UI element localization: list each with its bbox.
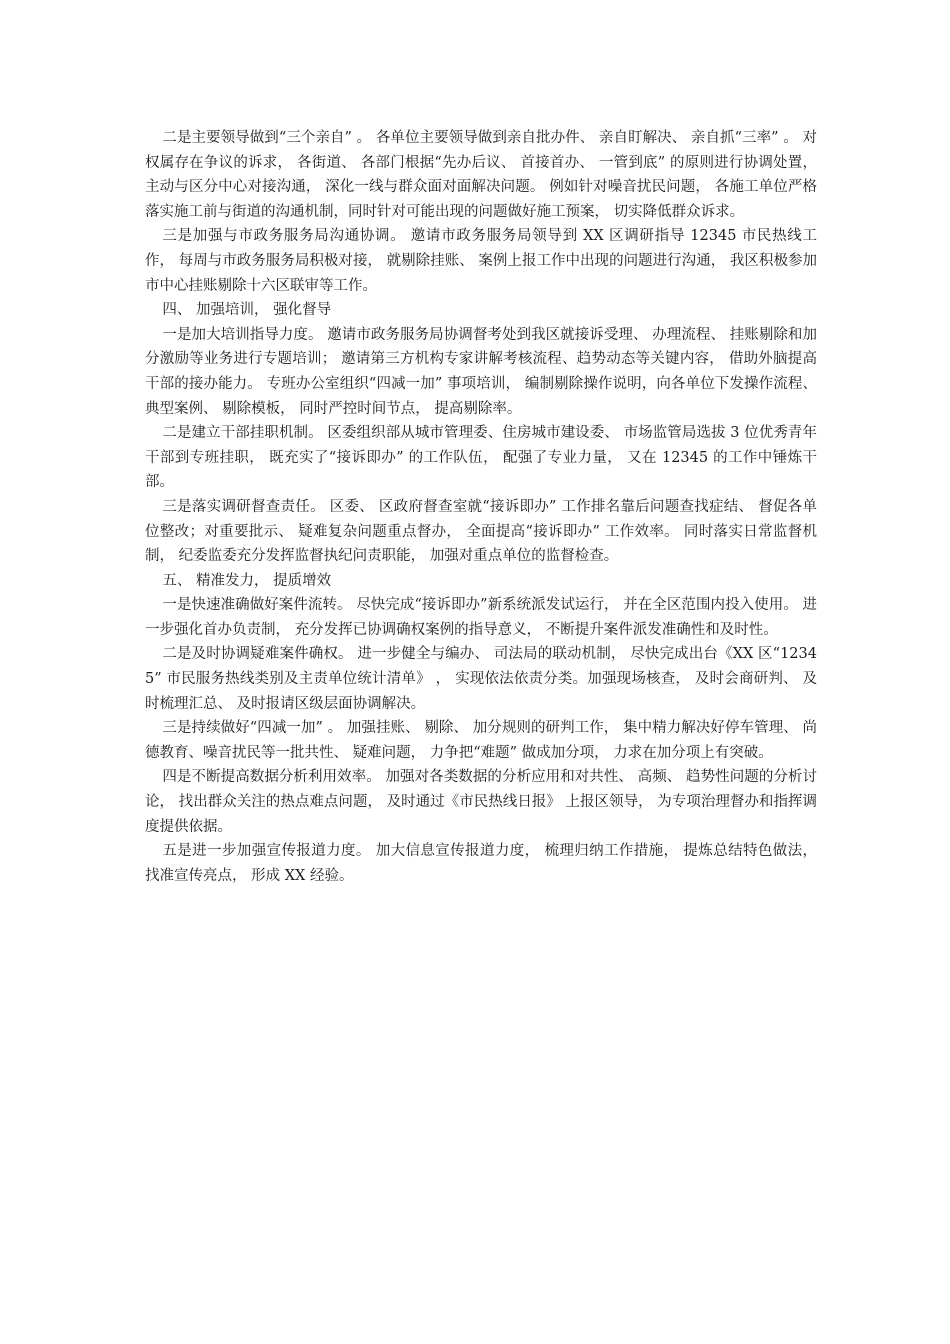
paragraph-data-analysis: 四是不断提高数据分析利用效率。 加强对各类数据的分析应用和对共性、 高频、 趋势性问题的分析讨论， 找出群众关注的热点难点问题， 及时通过《市民热线日报》 上报区领导， 为专项治理督办和指挥调度提供依据。 [145,769,817,835]
paragraph-case-flow: 一是快速准确做好案件流转。 尽快完成“接诉即办”新系统派发试运行， 并在全区范围内投入使用。 进一步强化首办负责制， 充分发挥已协调确权案例的指导意义， 不断提升案件派发准确性和及时性。 [145,597,817,638]
paragraph-supervision: 三是落实调研督查责任。 区委、 区政府督查室就“接诉即办” 工作排名靠后问题查找症结、 督促各单位整改；对重要批示、 疑难复杂问题重点督办， 全面提高“接诉即办” 工作效率。 同时落实日常监督机制， 纪委监委充分发挥监督执纪问责职能， 加强对重点单位的监督检查。 [145,498,817,565]
paragraph-difficult-cases: 二是及时协调疑难案件确权。 进一步健全与编办、 司法局的联动机制， 尽快完成出台《XX 区“12345” 市民服务热线类别及主责单位统计清单》 ， 实现依法依责分类。加强现场核查， 及时会商研判、 及时梳理汇总、 及时报请区级层面协调解决。 [145,646,817,712]
paragraph-training-guidance: 一是加大培训指导力度。 邀请市政务服务局协调督考处到我区就接诉受理、 办理流程、 挂账剔除和加分激励等业务进行专题培训； 邀请第三方机构专家讲解考核流程、趋势动态等关键内容， 借助外脑提高干部的接办能力。 专班办公室组织“四减一加” 事项培训， 编制剔除操作说明，向各单位下发操作流程、 典型案例、 剔除模板， 同时严控时间节点， 提高剔除率。 [145,326,817,417]
paragraph-four-minus-one-plus: 三是持续做好“四减一加” 。 加强挂账、 剔除、 加分规则的研判工作， 集中精力解决好停车管理、 尚德教育、噪音扰民等一批共性、 疑难问题， 力争把“难题” 做成加分项， 力求在加分项上有突破。 [145,720,817,761]
paragraph-coordination: 三是加强与市政务服务局沟通协调。 邀请市政务服务局领导到 XX 区调研指导 12345 市民热线工作， 每周与市政务服务局积极对接， 就剔除挂账、 案例上报工作中出现的问题进行沟通， 我区积极参加市中心挂账剔除十六区联审等工作。 [145,228,817,294]
section-heading-training: 四、 加强培训， 强化督导 [162,302,332,319]
paragraph-leaders-personal: 二是主要领导做到“三个亲自” 。 各单位主要领导做到亲自批办件、 亲自盯解决、 亲自抓“三率” 。 对权属存在争议的诉求， 各街道、 各部门根据“先办后议、 首接首办、 一管到底” 的原则进行协调处置， 主动与区分中心对接沟通， 深化一线与群众面对面解决问题。 例如针对噪音扰民问题， 各施工单位严格落实施工前与街道的沟通机制，同时针对可能出现的问题做好施工预案， 切实降低群众诉求。 [145,130,817,220]
section-heading-precision: 五、 精准发力， 提质增效 [162,572,332,589]
paragraph-publicity: 五是进一步加强宣传报道力度。 加大信息宣传报道力度， 梳理归纳工作措施， 提炼总结特色做法， 找准宣传亮点， 形成 XX 经验。 [145,843,817,884]
paragraph-cadre-secondment: 二是建立干部挂职机制。 区委组织部从城市管理委、住房城市建设委、 市场监管局选拔 3 位优秀青年干部到专班挂职， 既充实了“接诉即办” 的工作队伍， 配强了专业力量， 又在 12345 的工作中锤炼干部。 [145,425,817,491]
document-body [145,126,817,888]
